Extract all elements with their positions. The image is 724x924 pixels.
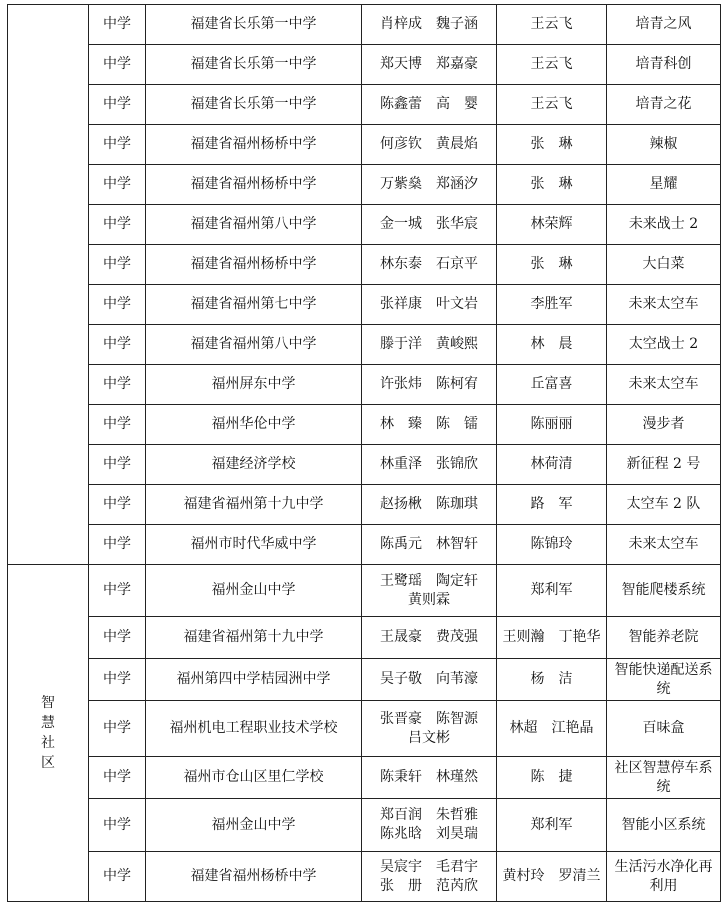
school-cell: 福州机电工程职业技术学校 xyxy=(146,701,362,757)
school-cell: 福州市仓山区里仁学校 xyxy=(146,757,362,799)
level-cell: 中学 xyxy=(89,617,146,659)
work-cell: 智能快递配送系统 xyxy=(607,659,721,701)
students-cell: 金一城 张华宸 xyxy=(362,205,497,245)
table-row xyxy=(8,365,721,405)
teacher-cell: 黄村玲 罗清兰 xyxy=(497,852,607,902)
teacher-cell: 陈锦玲 xyxy=(497,525,607,565)
students-cell: 赵扬楸 陈珈琪 xyxy=(362,485,497,525)
school-cell: 福州金山中学 xyxy=(146,799,362,852)
table-row xyxy=(8,757,721,799)
level-cell: 中学 xyxy=(89,5,146,45)
school-cell: 福建省福州第十九中学 xyxy=(146,617,362,659)
teacher-cell: 张 琳 xyxy=(497,165,607,205)
teacher-cell: 林 晨 xyxy=(497,325,607,365)
students-cell: 张祥康 叶文岩 xyxy=(362,285,497,325)
level-cell: 中学 xyxy=(89,85,146,125)
school-cell: 福州华伦中学 xyxy=(146,405,362,445)
students-cell: 吴宸宇 毛君宇 张 册 范芮欣 xyxy=(362,852,497,902)
level-cell: 中学 xyxy=(89,565,146,617)
table-row xyxy=(8,5,721,45)
work-cell: 新征程 2 号 xyxy=(607,445,721,485)
students-cell: 陈秉轩 林瑾然 xyxy=(362,757,497,799)
school-cell: 福州金山中学 xyxy=(146,565,362,617)
table-row xyxy=(8,245,721,285)
category-cell-upper xyxy=(8,5,89,565)
school-cell: 福建省福州第八中学 xyxy=(146,325,362,365)
table-row xyxy=(8,565,721,617)
work-cell: 智能爬楼系统 xyxy=(607,565,721,617)
students-cell: 万紫燊 郑涵汐 xyxy=(362,165,497,205)
students-cell: 吴子敬 向苇濠 xyxy=(362,659,497,701)
work-cell: 辣椒 xyxy=(607,125,721,165)
school-cell: 福建省福州第八中学 xyxy=(146,205,362,245)
school-cell: 福建省福州第七中学 xyxy=(146,285,362,325)
students-cell: 陈禹元 林智轩 xyxy=(362,525,497,565)
teacher-cell: 路 军 xyxy=(497,485,607,525)
level-cell: 中学 xyxy=(89,659,146,701)
work-cell: 培青之花 xyxy=(607,85,721,125)
school-cell: 福州屏东中学 xyxy=(146,365,362,405)
category-label: 智慧社区 xyxy=(41,695,55,771)
work-cell: 未来太空车 xyxy=(607,525,721,565)
level-cell: 中学 xyxy=(89,45,146,85)
work-cell: 培青之风 xyxy=(607,5,721,45)
school-cell: 福州第四中学桔园洲中学 xyxy=(146,659,362,701)
table-row xyxy=(8,445,721,485)
teacher-cell: 李胜军 xyxy=(497,285,607,325)
students-cell: 王晟豪 费茂强 xyxy=(362,617,497,659)
students-cell: 张晋豪 陈智源 吕文彬 xyxy=(362,701,497,757)
work-cell: 智能小区系统 xyxy=(607,799,721,852)
table-row xyxy=(8,85,721,125)
level-cell: 中学 xyxy=(89,852,146,902)
level-cell: 中学 xyxy=(89,165,146,205)
students-cell: 陈鑫蕾 高 婴 xyxy=(362,85,497,125)
level-cell: 中学 xyxy=(89,445,146,485)
teacher-cell: 王云飞 xyxy=(497,5,607,45)
work-cell: 未来战士 2 xyxy=(607,205,721,245)
teacher-cell: 林荣辉 xyxy=(497,205,607,245)
level-cell: 中学 xyxy=(89,365,146,405)
students-cell: 肖梓成 魏子涵 xyxy=(362,5,497,45)
teacher-cell: 王云飞 xyxy=(497,85,607,125)
school-cell: 福建省福州杨桥中学 xyxy=(146,165,362,205)
level-cell: 中学 xyxy=(89,405,146,445)
students-cell: 林 臻 陈 镭 xyxy=(362,405,497,445)
school-cell: 福建经济学校 xyxy=(146,445,362,485)
teacher-cell: 林超 江艳晶 xyxy=(497,701,607,757)
work-cell: 未来太空车 xyxy=(607,285,721,325)
students-cell: 林重泽 张锦欣 xyxy=(362,445,497,485)
table-row xyxy=(8,617,721,659)
school-cell: 福建省长乐第一中学 xyxy=(146,85,362,125)
teacher-cell: 郑利军 xyxy=(497,565,607,617)
school-cell: 福建省福州第十九中学 xyxy=(146,485,362,525)
work-cell: 大白菜 xyxy=(607,245,721,285)
teacher-cell: 王云飞 xyxy=(497,45,607,85)
teacher-cell: 张 琳 xyxy=(497,245,607,285)
table-row xyxy=(8,659,721,701)
work-cell: 未来太空车 xyxy=(607,365,721,405)
table-row xyxy=(8,799,721,852)
level-cell: 中学 xyxy=(89,485,146,525)
school-cell: 福建省长乐第一中学 xyxy=(146,5,362,45)
table-row xyxy=(8,485,721,525)
teacher-cell: 杨 洁 xyxy=(497,659,607,701)
level-cell: 中学 xyxy=(89,325,146,365)
teacher-cell: 郑利军 xyxy=(497,799,607,852)
teacher-cell: 王则瀚 丁艳华 xyxy=(497,617,607,659)
table-row xyxy=(8,525,721,565)
table-row xyxy=(8,125,721,165)
level-cell: 中学 xyxy=(89,125,146,165)
teacher-cell: 丘富喜 xyxy=(497,365,607,405)
work-cell: 智能养老院 xyxy=(607,617,721,659)
students-cell: 王鹭瑶 陶定轩 黄则霖 xyxy=(362,565,497,617)
teacher-cell: 陈 捷 xyxy=(497,757,607,799)
level-cell: 中学 xyxy=(89,757,146,799)
table-row xyxy=(8,405,721,445)
students-cell: 滕于洋 黄峻熙 xyxy=(362,325,497,365)
work-cell: 培青科创 xyxy=(607,45,721,85)
work-cell: 社区智慧停车系统 xyxy=(607,757,721,799)
school-cell: 福建省福州杨桥中学 xyxy=(146,125,362,165)
school-cell: 福建省长乐第一中学 xyxy=(146,45,362,85)
work-cell: 太空车 2 队 xyxy=(607,485,721,525)
level-cell: 中学 xyxy=(89,799,146,852)
table-row xyxy=(8,45,721,85)
category-cell-smart-community xyxy=(8,565,89,902)
level-cell: 中学 xyxy=(89,285,146,325)
level-cell: 中学 xyxy=(89,205,146,245)
level-cell: 中学 xyxy=(89,701,146,757)
students-cell: 郑天博 郑嘉豪 xyxy=(362,45,497,85)
teacher-cell: 林荷清 xyxy=(497,445,607,485)
level-cell: 中学 xyxy=(89,245,146,285)
table-row xyxy=(8,205,721,245)
school-cell: 福州市时代华威中学 xyxy=(146,525,362,565)
students-cell: 林东泰 石京平 xyxy=(362,245,497,285)
table-row xyxy=(8,701,721,757)
table-row xyxy=(8,285,721,325)
work-cell: 百味盒 xyxy=(607,701,721,757)
table-row xyxy=(8,165,721,205)
school-cell: 福建省福州杨桥中学 xyxy=(146,852,362,902)
award-table xyxy=(7,4,721,902)
work-cell: 星耀 xyxy=(607,165,721,205)
table-row xyxy=(8,325,721,365)
school-cell: 福建省福州杨桥中学 xyxy=(146,245,362,285)
teacher-cell: 张 琳 xyxy=(497,125,607,165)
work-cell: 生活污水净化再利用 xyxy=(607,852,721,902)
work-cell: 太空战士 2 xyxy=(607,325,721,365)
table-row xyxy=(8,852,721,902)
students-cell: 何彦钦 黄晨焰 xyxy=(362,125,497,165)
teacher-cell: 陈丽丽 xyxy=(497,405,607,445)
level-cell: 中学 xyxy=(89,525,146,565)
students-cell: 郑百润 朱哲雅 陈兆晗 刘昊瑞 xyxy=(362,799,497,852)
students-cell: 许张炜 陈柯宥 xyxy=(362,365,497,405)
work-cell: 漫步者 xyxy=(607,405,721,445)
